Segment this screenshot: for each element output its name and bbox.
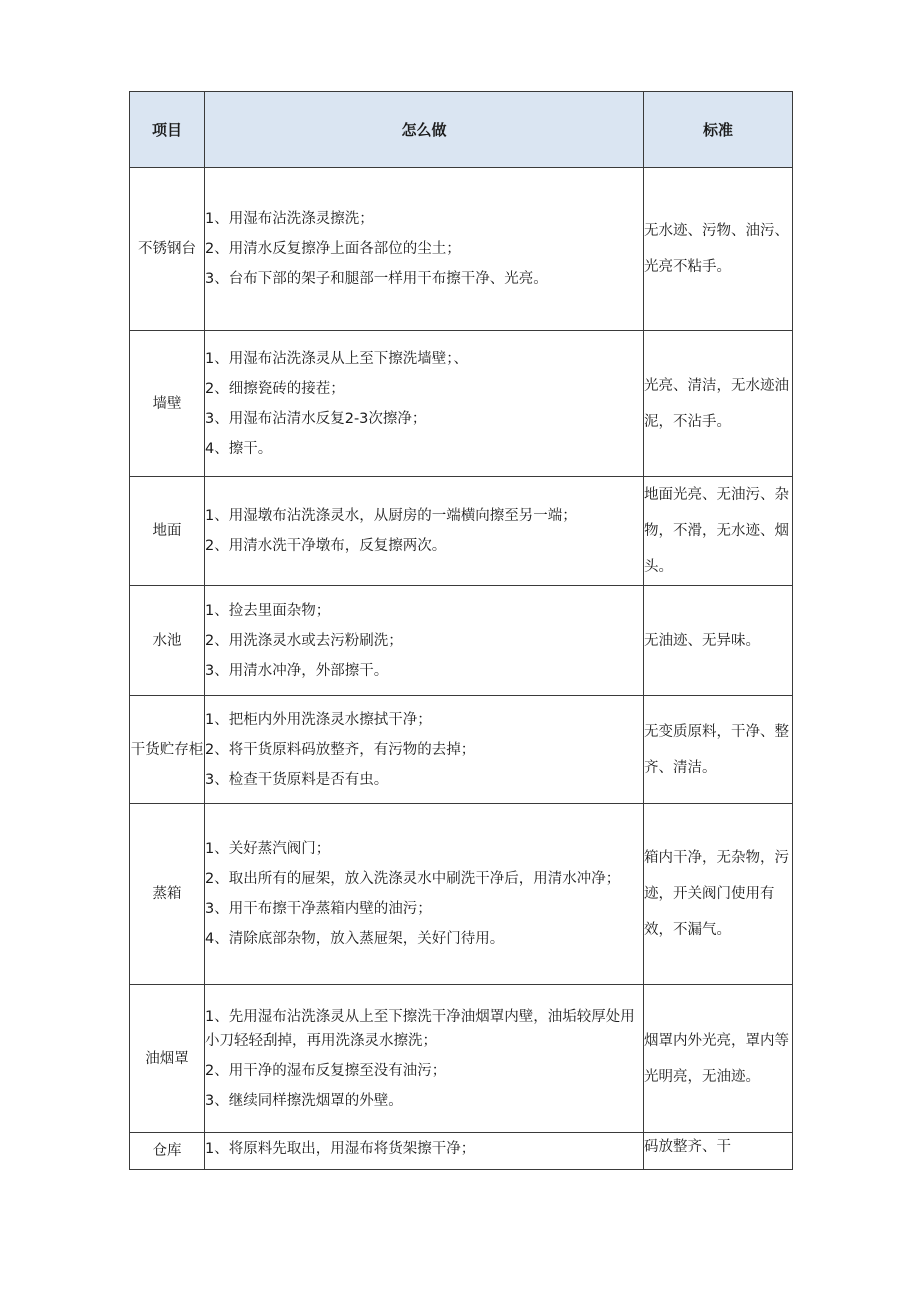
step-text: 2、用清水洗干净墩布，反复擦两次。 [205,538,447,554]
row-steps [205,696,644,804]
row-standard: 烟罩内外光亮，罩内等光明亮，无油迹。 [644,985,793,1133]
row-steps [205,331,644,477]
row-item: 蒸箱 [130,804,205,985]
row-steps [205,804,644,985]
row-steps [205,586,644,696]
step-text: 2、用干净的湿布反复擦至没有油污； [205,1062,447,1079]
row-standard: 无水迹、污物、油污、光亮不粘手。 [644,168,793,331]
table-row [130,985,793,1133]
step-text: 3、检查干货原料是否有虫。 [205,771,389,788]
row-item: 油烟罩 [130,985,205,1133]
step-text: 4、清除底部杂物，放入蒸屉架，关好门待用。 [205,931,505,947]
cleaning-standards-table [129,91,793,1170]
step-text: 2、将干货原料码放整齐，有污物的去掉； [205,741,476,758]
row-steps [205,477,644,586]
row-standard: 码放整齐、干 [644,1133,793,1170]
row-item: 仓库 [130,1133,205,1170]
step-text: 3、用湿布沾清水反复2-3次擦净； [205,410,427,427]
step-text: 3、继续同样擦洗烟罩的外壁。 [205,1092,403,1109]
table-row [130,586,793,696]
step-text: 3、用清水冲净，外部擦干。 [205,662,389,679]
row-item: 干货贮存柜 [130,696,205,804]
step-text: 1、把柜内外用洗涤灵水擦拭干净； [205,711,432,728]
step-text: 3、用干布擦干净蒸箱内壁的油污； [205,901,432,917]
table-row [130,804,793,985]
step-text: 1、先用湿布沾洗涤灵从上至下擦洗干净油烟罩内壁，油垢较厚处用小刀轻轻刮掉，再用洗涤灵水擦洗； [205,1008,635,1049]
row-standard: 箱内干净，无杂物，污迹，开关阀门使用有效，不漏气。 [644,804,793,985]
step-text: 2、取出所有的屉架，放入洗涤灵水中刷洗干净后，用清水冲净； [205,871,621,887]
step-text: 1、关好蒸汽阀门； [205,841,331,857]
row-item: 墙壁 [130,331,205,477]
step-text: 2、用清水反复擦净上面各部位的尘土； [205,241,461,257]
step-text: 2、用洗涤灵水或去污粉刷洗； [205,632,403,649]
step-text: 1、用湿布沾洗涤灵擦洗； [205,211,374,227]
header-standard: 标准 [644,92,793,168]
step-text: 3、台布下部的架子和腿部一样用干布擦干净、光亮。 [205,271,548,287]
table-row [130,696,793,804]
step-text: 1、用湿布沾洗涤灵从上至下擦洗墙壁；、 [205,350,468,367]
step-text: 1、用湿墩布沾洗涤灵水，从厨房的一端横向擦至另一端； [205,508,577,524]
table-row [130,477,793,586]
row-item: 地面 [130,477,205,586]
table-header-row [130,92,793,168]
row-item: 水池 [130,586,205,696]
table-row [130,168,793,331]
row-standard: 光亮、清洁，无水迹油泥，不沾手。 [644,331,793,477]
row-steps [205,1133,644,1170]
table-row [130,1133,793,1170]
step-text: 1、将原料先取出，用湿布将货架擦干净； [205,1141,476,1157]
table-row [130,331,793,477]
row-standard: 无油迹、无异味。 [644,586,793,696]
row-steps [205,985,644,1133]
step-text: 1、捡去里面杂物； [205,602,331,619]
row-standard: 无变质原料，干净、整齐、清洁。 [644,696,793,804]
row-standard: 地面光亮、无油污、杂物，不滑，无水迹、烟头。 [644,477,793,586]
step-text: 2、细擦瓷砖的接茬； [205,380,345,397]
header-how: 怎么做 [205,92,644,168]
row-steps [205,168,644,331]
step-text: 4、擦干。 [205,440,273,457]
header-item: 项目 [130,92,205,168]
row-item: 不锈钢台 [130,168,205,331]
